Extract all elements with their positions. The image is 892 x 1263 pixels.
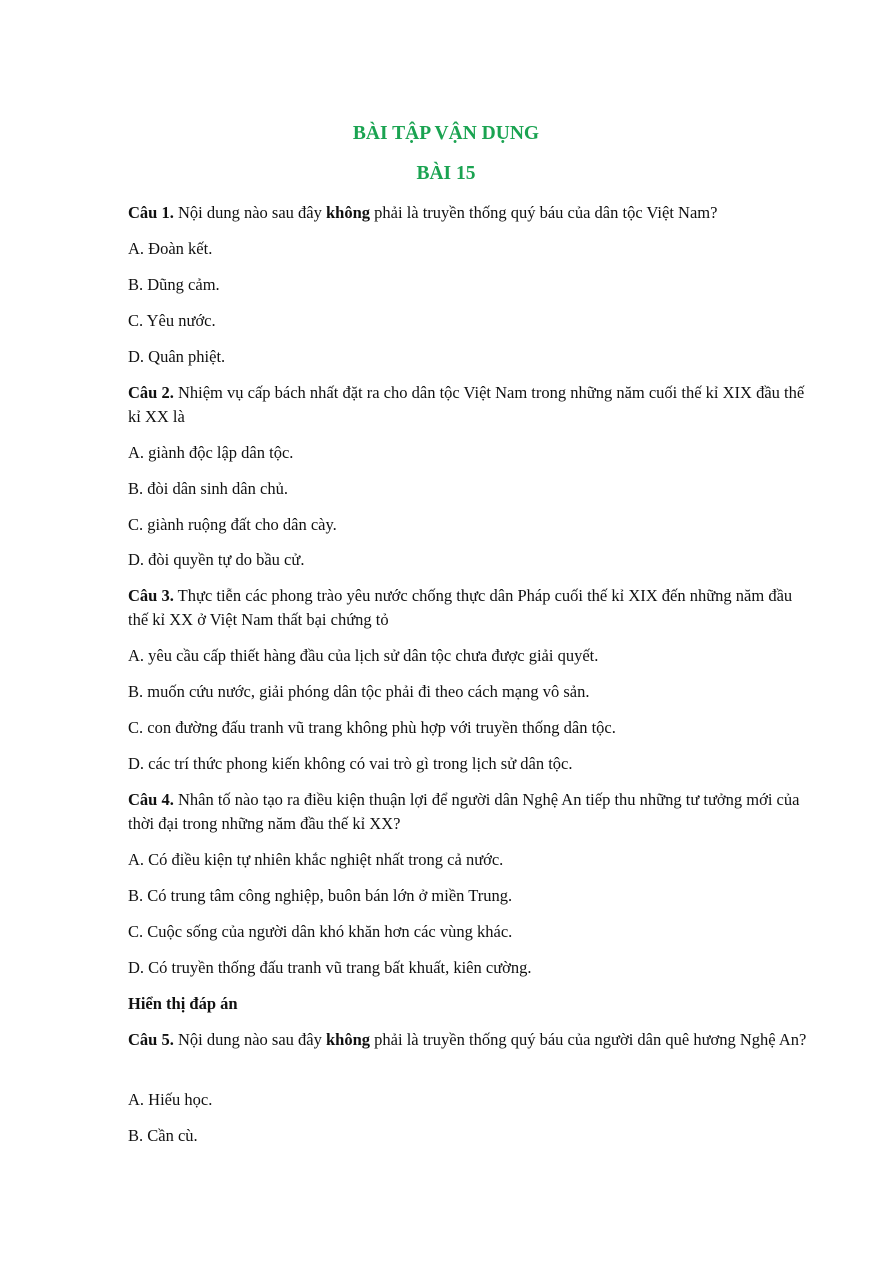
- question-5: [128, 1028, 808, 1052]
- option-b: B. đòi dân sinh dân chủ.: [128, 479, 288, 498]
- option-d: D. Quân phiệt.: [128, 347, 226, 366]
- option-c: C. giành ruộng đất cho dân cày.: [128, 515, 337, 534]
- question-text: Nhân tố nào tạo ra điều kiện thuận lợi để người dân Nghệ An tiếp thu những tư tưởng mới của thời đại trong những năm đầu thế kỉ XX?: [128, 790, 800, 833]
- option-b: B. muốn cứu nước, giải phóng dân tộc phải đi theo cách mạng vô sản.: [128, 682, 590, 701]
- option-c: C. Yêu nước.: [128, 311, 216, 330]
- question-text: phải là truyền thống quý báu của dân tộc Việt Nam?: [370, 203, 718, 222]
- question-text: Nội dung nào sau đây: [173, 203, 326, 222]
- show-answer-label: Hiển thị đáp án: [128, 994, 238, 1013]
- question-label: Câu 3.: [128, 586, 174, 605]
- option-c: C. con đường đấu tranh vũ trang không phù hợp với truyền thống dân tộc.: [128, 718, 616, 737]
- question-emphasis: không: [326, 1030, 371, 1049]
- question-text: Nội dung nào sau đây: [173, 1030, 326, 1049]
- option-a: A. giành độc lập dân tộc.: [128, 443, 294, 462]
- question-emphasis: không: [326, 203, 371, 222]
- option-b: B. Dũng cảm.: [128, 275, 220, 294]
- option-a: A. Có điều kiện tự nhiên khắc nghiệt nhất trong cả nước.: [128, 850, 504, 869]
- page-title: BÀI TẬP VẬN DỤNG: [352, 123, 540, 144]
- option-d: D. các trí thức phong kiến không có vai trò gì trong lịch sử dân tộc.: [128, 754, 573, 773]
- question-label: Câu 5.: [128, 1030, 174, 1049]
- question-3: [128, 584, 808, 632]
- question-label: Câu 2.: [128, 383, 174, 402]
- option-d: D. đòi quyền tự do bầu cử.: [128, 550, 305, 569]
- option-a: A. Đoàn kết.: [128, 239, 213, 258]
- option-c: C. Cuộc sống của người dân khó khăn hơn các vùng khác.: [128, 922, 513, 941]
- question-label: Câu 1.: [128, 203, 174, 222]
- option-b: B. Cần cù.: [128, 1126, 198, 1145]
- question-label: Câu 4.: [128, 790, 174, 809]
- lesson-number: BÀI 15: [416, 163, 476, 184]
- question-4: [128, 788, 808, 836]
- option-b: B. Có trung tâm công nghiệp, buôn bán lớn ở miền Trung.: [128, 886, 513, 905]
- show-answer-link[interactable]: [128, 992, 818, 1016]
- option-a: A. Hiếu học.: [128, 1090, 213, 1109]
- option-a: A. yêu cầu cấp thiết hàng đầu của lịch sử dân tộc chưa được giải quyết.: [128, 646, 599, 665]
- option-d: D. Có truyền thống đấu tranh vũ trang bất khuất, kiên cường.: [128, 958, 532, 977]
- question-text: phải là truyền thống quý báu của người dân quê hương Nghệ An?: [370, 1030, 807, 1049]
- question-1: [128, 201, 818, 225]
- question-text: Thực tiễn các phong trào yêu nước chống thực dân Pháp cuối thế kỉ XIX đến những năm đầu thế kỉ XX ở Việt Nam thất bại chứng tỏ: [128, 586, 793, 629]
- question-text: Nhiệm vụ cấp bách nhất đặt ra cho dân tộc Việt Nam trong những năm cuối thế kỉ XIX đầu thế kỉ XX là: [128, 383, 805, 426]
- question-2: [128, 381, 808, 429]
